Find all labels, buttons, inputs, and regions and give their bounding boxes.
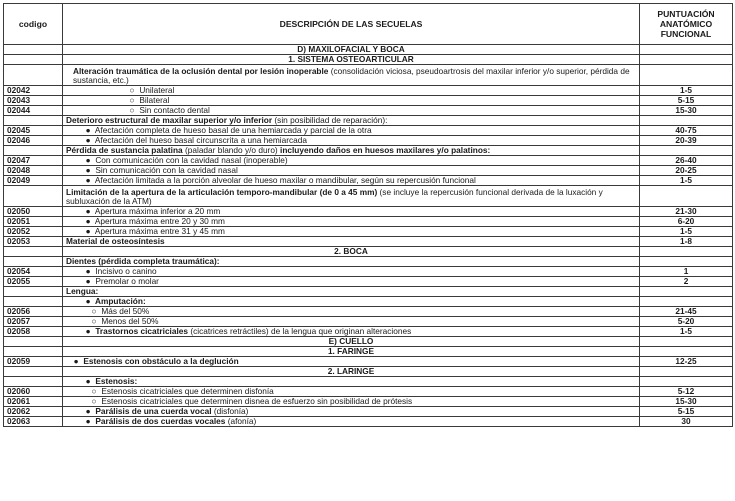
row-text: Estenosis cicatriciales que determinen disnea de esfuerzo sin posibilidad de prótesis (101, 396, 413, 406)
bullet-icon: ● (85, 406, 91, 416)
subsection-title: 1. FARINGE (63, 347, 640, 357)
row-code: 02057 (4, 317, 63, 327)
row-code: 02060 (4, 387, 63, 397)
row-score: 6-20 (640, 217, 733, 227)
row-score: 5-15 (640, 407, 733, 417)
section-row (4, 247, 733, 257)
row-text: (afonía) (227, 416, 257, 426)
section-row (4, 45, 733, 55)
row-score: 1-5 (640, 327, 733, 337)
row-description (63, 126, 640, 136)
row-text: Unilateral (139, 85, 175, 95)
row-description (63, 357, 640, 367)
group-row (4, 116, 733, 126)
table-header-row (4, 4, 733, 45)
row-score: 30 (640, 417, 733, 427)
section-row (4, 347, 733, 357)
score-column-header (640, 4, 733, 45)
row-description (63, 106, 640, 116)
subsection-title: 2. BOCA (63, 247, 640, 257)
group-row (4, 257, 733, 267)
row-score: 1-8 (640, 237, 733, 247)
row-description (63, 156, 640, 166)
group-title (63, 146, 640, 156)
group-note: (paladar blando y/o duro) (184, 145, 278, 155)
row-description (63, 227, 640, 237)
row-text: Afectación del hueso basal circunscrita a una hemiarcada (94, 135, 308, 145)
row-code: 02053 (4, 237, 63, 247)
table-row (4, 227, 733, 237)
row-score: 40-75 (640, 126, 733, 136)
section-row (4, 55, 733, 65)
table-row (4, 106, 733, 116)
group-title (63, 377, 640, 387)
group-note: (se incluye la repercusión funcional derivada de la luxación y subluxación de la ATM) (66, 187, 603, 206)
table-row (4, 156, 733, 166)
group-title-text: Estenosis: (95, 376, 138, 386)
row-code: 02042 (4, 86, 63, 96)
row-text: Premolar o molar (95, 276, 159, 286)
bullet-icon: ● (73, 356, 79, 366)
group-row (4, 377, 733, 387)
row-score: 15-30 (640, 106, 733, 116)
group-row (4, 146, 733, 156)
row-code: 02059 (4, 357, 63, 367)
table-row (4, 237, 733, 247)
group-title-text: Amputación: (95, 296, 146, 306)
section-title: D) MAXILOFACIAL Y BOCA (63, 45, 640, 55)
bullet-icon: ● (85, 226, 91, 236)
row-description (63, 407, 640, 417)
row-description (63, 207, 640, 217)
row-text: Bilateral (139, 95, 170, 105)
row-description: Material de osteosíntesis (63, 237, 640, 247)
group-title (63, 116, 640, 126)
table-row (4, 277, 733, 287)
row-description (63, 166, 640, 176)
row-text: Afectación completa de hueso basal de una hemiarcada y parcial de la otra (94, 125, 372, 135)
row-description (63, 387, 640, 397)
bullet-icon: ● (85, 216, 91, 226)
bullet-icon: ● (85, 416, 91, 426)
row-text: Afectación limitada a la porción alveolar de hueso maxilar o mandibular, según su repercusión funcional (94, 175, 476, 185)
hollow-bullet-icon: ○ (91, 316, 97, 326)
bullet-icon: ● (85, 276, 91, 286)
group-row (4, 186, 733, 207)
row-text: Sin contacto dental (139, 105, 210, 115)
row-text: Apertura máxima entre 31 y 45 mm (94, 226, 225, 236)
table-row (4, 86, 733, 96)
group-title-bold: Alteración traumática de la oclusión dental por lesión inoperable (73, 66, 329, 76)
table-row (4, 267, 733, 277)
score-header-line2: ANATÓMICO (659, 19, 713, 29)
table-row (4, 217, 733, 227)
row-text: (disfonía) (213, 406, 249, 416)
table-row (4, 387, 733, 397)
description-column-header: DESCRIPCIÓN DE LAS SECUELAS (63, 4, 640, 45)
hollow-bullet-icon: ○ (129, 95, 135, 105)
group-row (4, 65, 733, 86)
row-score: 1-5 (640, 176, 733, 186)
table-row (4, 327, 733, 337)
row-code: 02063 (4, 417, 63, 427)
row-text: Más del 50% (101, 306, 150, 316)
row-code: 02056 (4, 307, 63, 317)
row-text: Con comunicación con la cavidad nasal (inoperable) (95, 155, 288, 165)
bullet-icon: ● (85, 266, 91, 276)
table-row (4, 307, 733, 317)
row-score: 21-30 (640, 207, 733, 217)
hollow-bullet-icon: ○ (91, 396, 97, 406)
group-title-bold-2: incluyendo daños en huesos maxilares y/o palatinos: (280, 145, 491, 155)
row-code: 02055 (4, 277, 63, 287)
row-code: 02062 (4, 407, 63, 417)
group-title: Dientes (pérdida completa traumática): (63, 257, 640, 267)
row-text: Estenosis cicatriciales que determinen disfonía (101, 386, 274, 396)
table-row (4, 397, 733, 407)
bullet-icon: ● (85, 135, 91, 145)
row-score: 1 (640, 267, 733, 277)
row-code: 02047 (4, 156, 63, 166)
row-code: 02049 (4, 176, 63, 186)
section-row (4, 337, 733, 347)
row-score: 20-39 (640, 136, 733, 146)
row-description (63, 267, 640, 277)
code-column-header: codigo (4, 4, 63, 45)
row-description (63, 86, 640, 96)
row-score: 26-40 (640, 156, 733, 166)
table-row (4, 136, 733, 146)
group-title-bold: Limitación de la apertura de la articulación temporo-mandibular (de 0 a 45 mm) (66, 187, 378, 197)
table-row (4, 417, 733, 427)
section-title: E) CUELLO (63, 337, 640, 347)
subsection-title: 2. LARINGE (63, 367, 640, 377)
score-header-line1: PUNTUACIÓN (657, 9, 715, 19)
row-code: 02058 (4, 327, 63, 337)
row-text: (cicatrices retráctiles) de la lengua que originan alteraciones (190, 326, 412, 336)
row-code: 02043 (4, 96, 63, 106)
row-score: 2 (640, 277, 733, 287)
row-description (63, 217, 640, 227)
row-description (63, 176, 640, 186)
group-note: (consolidación viciosa, pseudoartrosis del maxilar inferior y/o superior, pérdida de sustancia, etc.) (73, 66, 630, 85)
group-title-bold: Pérdida de sustancia palatina (66, 145, 183, 155)
group-title (63, 186, 640, 207)
sequelae-table (3, 3, 733, 427)
row-text-bold: Parálisis de una cuerda vocal (95, 406, 212, 416)
row-score: 12-25 (640, 357, 733, 367)
row-code: 02048 (4, 166, 63, 176)
row-code: 02045 (4, 126, 63, 136)
bullet-icon: ● (85, 326, 91, 336)
hollow-bullet-icon: ○ (129, 105, 135, 115)
row-text-bold: Trastornos cicatriciales (95, 326, 189, 336)
group-note: (sin posibilidad de reparación): (274, 115, 388, 125)
row-code: 02044 (4, 106, 63, 116)
row-description (63, 317, 640, 327)
row-score: 21-45 (640, 307, 733, 317)
group-title (63, 297, 640, 307)
row-score: 5-12 (640, 387, 733, 397)
table-row (4, 407, 733, 417)
row-code: 02054 (4, 267, 63, 277)
row-score: 20-25 (640, 166, 733, 176)
hollow-bullet-icon: ○ (91, 306, 97, 316)
row-description (63, 417, 640, 427)
row-description (63, 307, 640, 317)
group-row (4, 287, 733, 297)
score-header-line3: FUNCIONAL (660, 29, 712, 39)
row-text: Estenosis con obstáculo a la deglución (83, 356, 239, 366)
row-text: Menos del 50% (101, 316, 159, 326)
hollow-bullet-icon: ○ (129, 85, 135, 95)
row-code: 02046 (4, 136, 63, 146)
row-score: 1-5 (640, 227, 733, 237)
group-row (4, 297, 733, 307)
row-description (63, 136, 640, 146)
row-text: Apertura máxima entre 20 y 30 mm (94, 216, 225, 226)
row-description (63, 397, 640, 407)
row-text-bold: Parálisis de dos cuerdas vocales (95, 416, 226, 426)
group-title: Lengua: (63, 287, 640, 297)
bullet-icon: ● (85, 376, 91, 386)
row-description (63, 327, 640, 337)
row-code: 02050 (4, 207, 63, 217)
table-row (4, 96, 733, 106)
table-row (4, 357, 733, 367)
bullet-icon: ● (85, 296, 91, 306)
table-row (4, 176, 733, 186)
row-text: Apertura máxima inferior a 20 mm (94, 206, 221, 216)
section-row (4, 367, 733, 377)
table-row (4, 207, 733, 217)
row-score: 5-20 (640, 317, 733, 327)
row-description (63, 277, 640, 287)
bullet-icon: ● (85, 155, 91, 165)
row-score: 15-30 (640, 397, 733, 407)
bullet-icon: ● (85, 175, 91, 185)
table-row (4, 317, 733, 327)
bullet-icon: ● (85, 165, 91, 175)
row-code: 02052 (4, 227, 63, 237)
row-description (63, 96, 640, 106)
table-row (4, 166, 733, 176)
row-code: 02061 (4, 397, 63, 407)
row-text: Incisivo o canino (95, 266, 157, 276)
row-score: 5-15 (640, 96, 733, 106)
group-title-bold: Deterioro estructural de maxilar superior y/o inferior (66, 115, 273, 125)
group-title (63, 65, 640, 86)
row-code: 02051 (4, 217, 63, 227)
bullet-icon: ● (85, 125, 91, 135)
hollow-bullet-icon: ○ (91, 386, 97, 396)
row-score: 1-5 (640, 86, 733, 96)
subsection-title: 1. SISTEMA OSTEOARTICULAR (63, 55, 640, 65)
bullet-icon: ● (85, 206, 91, 216)
row-text: Sin comunicación con la cavidad nasal (95, 165, 238, 175)
table-row (4, 126, 733, 136)
